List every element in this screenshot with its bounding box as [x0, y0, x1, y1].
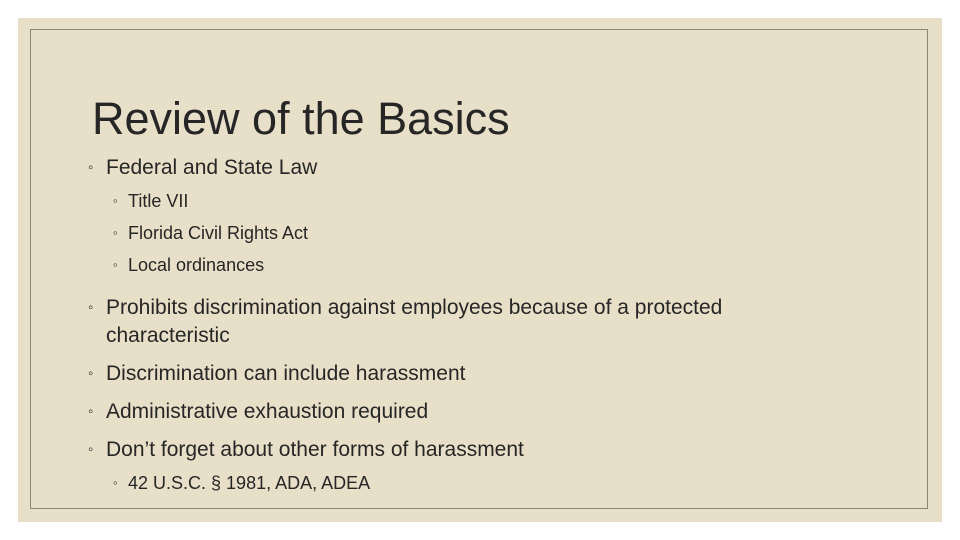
sub-bullet-item: ◦ Title VII — [106, 185, 848, 217]
sub-bullet-item: ◦ 42 U.S.C. § 1981, ADA, ADEA — [106, 467, 848, 499]
bullet-item — [88, 360, 848, 388]
bullet-text: Administrative exhaustion required — [106, 400, 429, 423]
bullet-item — [88, 436, 848, 499]
bullet-item — [88, 294, 848, 350]
slide — [18, 18, 942, 522]
bullet-text: Discrimination can include harassment — [106, 362, 466, 385]
sub-bullet-list — [106, 467, 848, 499]
bullet-text: Don’t forget about other forms of harassment — [106, 438, 524, 461]
sub-bullet-item: ◦ Local ordinances — [106, 249, 848, 281]
sub-bullet-item: ◦ Florida Civil Rights Act — [106, 217, 848, 249]
bullet-item — [88, 398, 848, 426]
sub-bullet-list — [106, 185, 848, 281]
slide-title: Review of the Basics — [92, 93, 510, 144]
bullet-text: Federal and State Law — [106, 156, 318, 179]
bullet-item — [88, 154, 848, 281]
bullet-text: Prohibits discrimination against employees because of a protected characteristic — [106, 296, 723, 347]
bullet-list — [88, 154, 848, 499]
